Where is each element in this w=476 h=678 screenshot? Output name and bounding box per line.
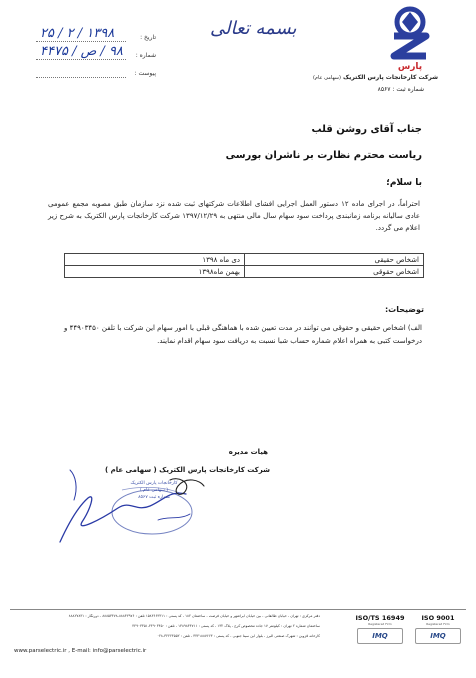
letter-body: احتراماً، در اجرای ماده ۱۲ دستور العمل اجرایی افشای اطلاعات شرکتهای ثبت شده نزد سازمان طبق مصوبه مجمع عمومی عادی سالیانه برنامه زمانبندی پرداخت سود سهام سال مالی منتهی به ۱۳۹۷/۱۲/۲۹ شرکت کارخانجات پارس الکتریک به شرح زیر اعلام می گردد. [48,200,421,232]
pars-logo-icon [380,6,440,72]
date-row: تاریخ : ۱۳۹۸ / ۲ / ۲۵ [36,32,156,44]
notes-title: توضیحات: [384,305,424,314]
payment-date-cell: بهمن ماه۱۳۹۸ [65,266,245,278]
board-title: هیات مدیره [228,448,268,456]
footer-address-3: کارخانه قزوین : شهرک صنعتی البرز ، بلوار ابن سینا جنوبی ، کد پستی : ۳۴۴۱۸۸۷۶۶۳ ، تلفن : ۳۲۲۲۴۵۵۲-۰۲۸ [157,634,320,638]
company-name: شرکت کارخانجات پارس الکتریک (سهامی عام) [312,74,438,81]
date-value: ۱۳۹۸ / ۲ / ۲۵ [40,26,115,41]
number-row: شماره : ۹۸ / ص / ۴۴۷۵ [36,50,156,62]
besmellah-heading: بسمه تعالی [210,18,297,39]
svg-text:پارس: پارس [397,62,423,72]
recipient-name: جناب آقای روشن قلب [311,124,422,135]
signature-area [40,450,230,560]
company-logo [380,6,440,72]
payment-schedule-table [64,253,424,278]
salutation: با سلام؛ [386,178,422,188]
recipient-title: ریاست محترم نظارت بر ناشران بورسی [225,150,422,161]
table-row [65,266,424,278]
board-company: شرکت کارخانجات پارس الکتریک ( سهامی عام ) [104,466,270,474]
stamp-text: کارخانجات پارس الکتریک ( سهامی عام ) شماره ثبت ۸۵۶۷ [130,481,178,500]
imq-logo-icon: IMQ [415,628,461,644]
table-row [65,254,424,266]
number-value: ۹۸ / ص / ۴۴۷۵ [40,44,123,59]
holder-type-cell: اشخاص حقوقی [245,266,424,278]
footer-address-2: ساختمان شماره ۲ تهران : کیلومتر ۱۷ جاده مخصوص کرج ، پلاک ۱۳۲ ، کد پستی : ۱۳۸۹۸۳۴۷۱۱ ، تلفن : ۴۴۹۰۳۴۵۰-۴۴۹۰۳۳۵۱ [132,624,320,628]
holder-type-cell: اشخاص حقیقی [245,254,424,266]
imq-logo-icon: IMQ [357,628,403,644]
payment-date-cell: دی ماه ۱۳۹۸ [65,254,245,266]
registration-number: شماره ثبت : ۸۵۶۷ [377,86,424,93]
footer-website: www.parselectric.ir , E-mail: info@parselectric.ir [14,648,147,654]
signature-icon [40,450,230,560]
notes-text: الف) اشخاص حقیقی و حقوقی می توانند در مدت تعیین شده با هماهنگی قبلی با امور سهام این شرکت با تلفن ۴۴۹۰۳۴۵۰ و درخواست کتبی به همراه اعلام شماره حساب شبا نسبت به دریافت سود سهام اقدام نمایند. [64,324,422,345]
iso-9001-badge: ISO 9001 Registered Firm IMQ [410,614,466,644]
iso-ts-16949-badge: ISO/TS 16949 Registered Firm IMQ [352,614,408,644]
attachment-row: پیوست : [36,68,156,80]
footer-address-1: دفتر مرکزی : تهران ، خیابان طالقانی ، بین خیابان ابراشهر و خیابان فرصت ، ساختمان ۱۸۲ ، کد پستی : ۱۵۸۳۶۶۳۳۱۱ تلفن : ۸۸۸۳۲۹۷۶-۸۸۸۵۳۴۷۸ - دورنگار : ۸۸۸۲۷۸۳۱ [68,614,320,618]
footer-divider [10,609,466,610]
